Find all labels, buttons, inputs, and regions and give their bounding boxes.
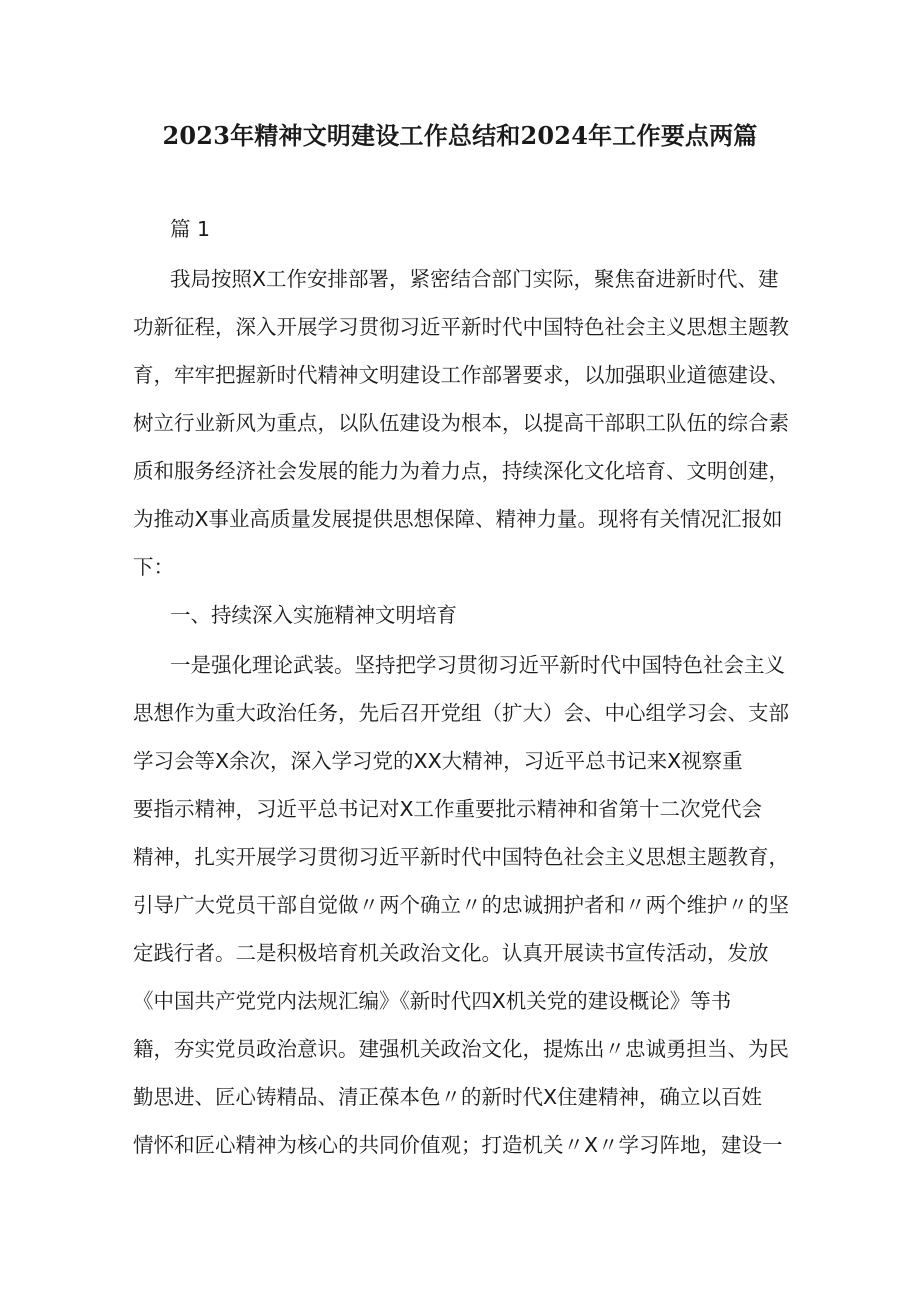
paragraph-line: 定践行者。二是积极培育机关政治文化。认真开展读书宣传活动，发放 bbox=[133, 941, 769, 965]
document-title: 2023年精神文明建设工作总结和2024年工作要点两篇 bbox=[162, 121, 758, 150]
paragraph-line: 育，牢牢把握新时代精神文明建设工作部署要求，以加强职业道德建设、 bbox=[133, 363, 789, 387]
paragraph-line: 我局按照X工作安排部署，紧密结合部门实际，聚焦奋进新时代、建 bbox=[170, 267, 779, 291]
paragraph-line: 树立行业新风为重点，以队伍建设为根本，以提高干部职工队伍的综合素 bbox=[133, 411, 789, 435]
paragraph-line: 一是强化理论武装。坚持把学习贯彻习近平新时代中国特色社会主义 bbox=[170, 653, 785, 677]
paragraph-line: 学习会等X余次，深入学习党的XX大精神，习近平总书记来X视察重 bbox=[133, 749, 743, 773]
paragraph-line: 要指示精神，习近平总书记对X工作重要批示精神和省第十二次党代会 bbox=[133, 797, 763, 821]
paragraph-line: 质和服务经济社会发展的能力为着力点，持续深化文化培育、文明创建， bbox=[133, 459, 789, 483]
paragraph-line: 籍，夯实党员政治意识。建强机关政治文化，提炼出〃忠诚勇担当、为民 bbox=[133, 1037, 789, 1061]
paragraph-line: 功新征程，深入开展学习贯彻习近平新时代中国特色社会主义思想主题教 bbox=[133, 315, 789, 339]
paragraph-line: 为推动X事业高质量发展提供思想保障、精神力量。现将有关情况汇报如 bbox=[133, 507, 783, 531]
paragraph-line: 勤思进、匠心铸精品、清正葆本色〃的新时代X住建精神，确立以百姓 bbox=[133, 1085, 763, 1109]
paragraph-line: 引导广大党员干部自觉做〃两个确立〃的忠诚拥护者和〃两个维护〃的坚 bbox=[133, 893, 789, 917]
paragraph-line: 《中国共产党党内法规汇编》《新时代四X机关党的建设概论》等书 bbox=[133, 989, 732, 1013]
paragraph-line: 下： bbox=[133, 555, 174, 579]
paragraph-line: 精神，扎实开展学习贯彻习近平新时代中国特色社会主义思想主题教育， bbox=[133, 845, 789, 869]
paragraph-line: 情怀和匠心精神为核心的共同价值观；打造机关〃X〃学习阵地，建设一 bbox=[133, 1133, 783, 1157]
part-label: 篇 1 bbox=[170, 217, 211, 241]
paragraph-line: 思想作为重大政治任务，先后召开党组（扩大）会、中心组学习会、支部 bbox=[133, 701, 789, 725]
section-heading: 一、持续深入实施精神文明培育 bbox=[170, 603, 457, 627]
